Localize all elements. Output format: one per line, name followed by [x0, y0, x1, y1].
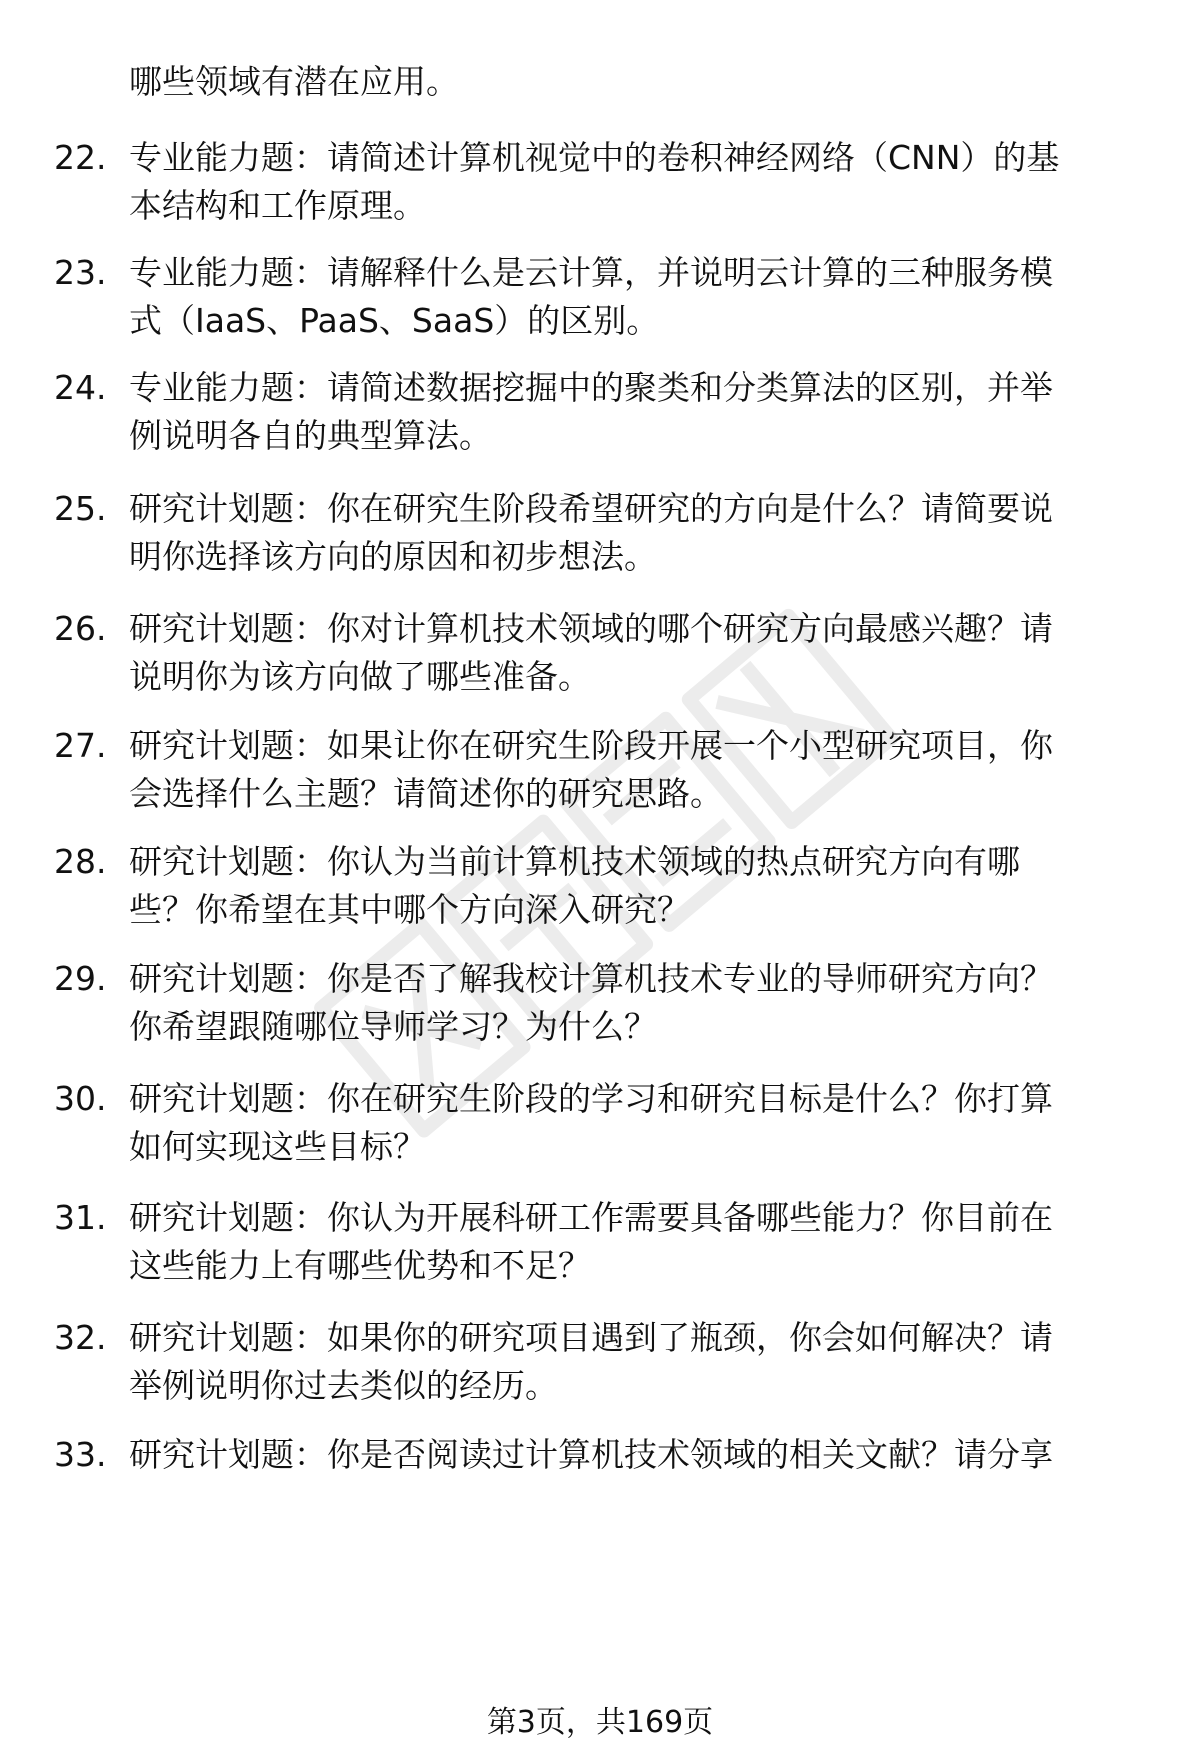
- item-line-2: 明你选择该方向的原因和初步想法。: [129, 537, 657, 576]
- item-line-2: 些？你希望在其中哪个方向深入研究？: [129, 890, 690, 929]
- item-line-1: 专业能力题：请简述计算机视觉中的卷积神经网络（CNN）的基: [129, 138, 1060, 177]
- continuation-text: 哪些领域有潜在应用。: [129, 62, 459, 101]
- item-line-1: 专业能力题：请简述数据挖掘中的聚类和分类算法的区别，并举: [129, 368, 1053, 407]
- item-text: [129, 955, 1200, 1051]
- item-line-1: 研究计划题：你在研究生阶段的学习和研究目标是什么？你打算: [129, 1079, 1053, 1118]
- list-item-31: [54, 1194, 1144, 1284]
- list-item-28: [54, 838, 1144, 928]
- item-text: [129, 364, 1200, 460]
- item-number: 27.: [54, 726, 107, 765]
- item-line-1: 研究计划题：如果让你在研究生阶段开展一个小型研究项目，你: [129, 726, 1053, 765]
- item-text: [129, 485, 1200, 581]
- list-item-27: [54, 722, 1144, 812]
- item-number: 26.: [54, 609, 107, 648]
- item-number: 28.: [54, 842, 107, 881]
- item-text: [129, 1314, 1200, 1410]
- list-item-29: [54, 955, 1144, 1045]
- item-line-2: 说明你为该方向做了哪些准备。: [129, 657, 591, 696]
- item-line-1: 研究计划题：你在研究生阶段希望研究的方向是什么？请简要说: [129, 489, 1053, 528]
- item-line-1: 专业能力题：请解释什么是云计算，并说明云计算的三种服务模: [129, 253, 1053, 292]
- item-number: 22.: [54, 138, 107, 177]
- item-text: [129, 1075, 1200, 1171]
- item-text: [129, 838, 1200, 934]
- list-item-24: [54, 364, 1144, 454]
- item-line-2: 这些能力上有哪些优势和不足？: [129, 1246, 591, 1285]
- item-number: 32.: [54, 1318, 107, 1357]
- item-text: [129, 249, 1200, 345]
- item-text: [129, 722, 1200, 818]
- list-item-22: [54, 134, 1144, 224]
- item-number: 23.: [54, 253, 107, 292]
- list-item-30: [54, 1075, 1144, 1165]
- item-text: [129, 134, 1200, 230]
- item-line-2: 式（IaaS、PaaS、SaaS）的区别。: [129, 301, 660, 340]
- item-number: 29.: [54, 959, 107, 998]
- item-line-1: 研究计划题：你对计算机技术领域的哪个研究方向最感兴趣？请: [129, 609, 1053, 648]
- list-item-26: [54, 605, 1144, 695]
- list-item-25: [54, 485, 1144, 575]
- item-line-2: 例说明各自的典型算法。: [129, 416, 492, 455]
- item-number: 30.: [54, 1079, 107, 1118]
- item-line-2: 如何实现这些目标？: [129, 1127, 426, 1166]
- item-number: 31.: [54, 1198, 107, 1237]
- item-line-2: 会选择什么主题？请简述你的研究思路。: [129, 774, 723, 813]
- item-number: 25.: [54, 489, 107, 528]
- item-line-2: 你希望跟随哪位导师学习？为什么？: [129, 1007, 657, 1046]
- item-number: 33.: [54, 1435, 107, 1474]
- list-item-23: [54, 249, 1144, 339]
- item-line-1: 研究计划题：你认为当前计算机技术领域的热点研究方向有哪: [129, 842, 1020, 881]
- list-item-33: [54, 1431, 1144, 1481]
- item-line-1: 研究计划题：你是否阅读过计算机技术领域的相关文献？请分享: [129, 1435, 1053, 1474]
- list-item-32: [54, 1314, 1144, 1404]
- item-line-1: 研究计划题：你认为开展科研工作需要具备哪些能力？你目前在: [129, 1198, 1053, 1237]
- item-line-1: 研究计划题：如果你的研究项目遇到了瓶颈，你会如何解决？请: [129, 1318, 1053, 1357]
- page-footer: 第3页，共169页: [486, 1705, 714, 1740]
- item-text: [129, 605, 1200, 701]
- item-number: 24.: [54, 368, 107, 407]
- item-text: [129, 1194, 1200, 1290]
- item-text: [129, 1431, 1200, 1479]
- item-line-2: 举例说明你过去类似的经历。: [129, 1366, 558, 1405]
- item-line-2: 本结构和工作原理。: [129, 186, 426, 225]
- item-line-1: 研究计划题：你是否了解我校计算机技术专业的导师研究方向？: [129, 959, 1053, 998]
